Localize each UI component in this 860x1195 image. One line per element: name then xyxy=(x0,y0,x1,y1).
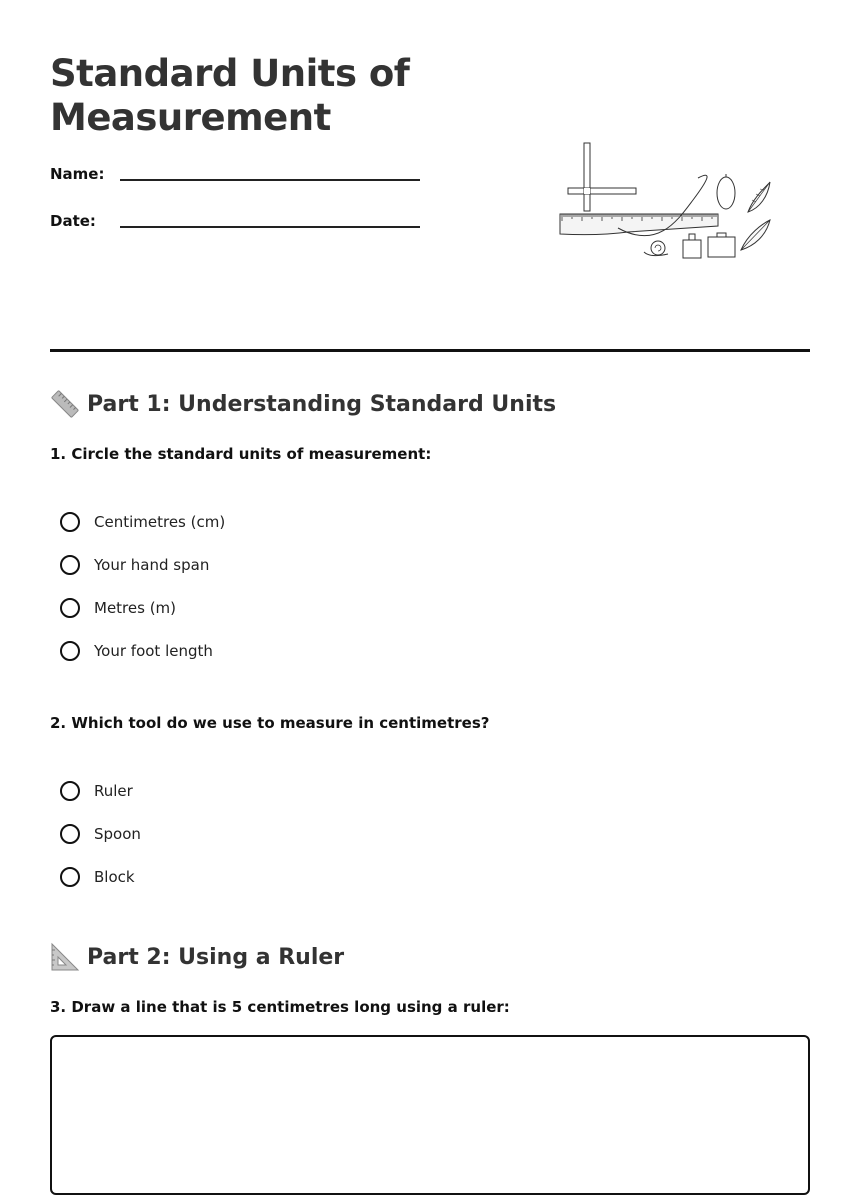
name-line[interactable] xyxy=(120,179,420,181)
q2-option-3[interactable] xyxy=(60,864,135,890)
q1-option-2[interactable] xyxy=(60,552,209,578)
question-1: 1. Circle the standard units of measurement: xyxy=(50,445,432,463)
radio-circle[interactable] xyxy=(60,781,80,801)
name-label: Name: xyxy=(50,165,105,183)
ruler-icon xyxy=(50,389,80,419)
measurement-illustration xyxy=(558,140,774,268)
part1-heading xyxy=(50,388,556,420)
date-label: Date: xyxy=(50,212,96,230)
part1-title: Part 1: Understanding Standard Units xyxy=(87,391,557,417)
part2-heading xyxy=(50,941,344,973)
date-field xyxy=(50,212,420,242)
q1-option-3[interactable] xyxy=(60,595,176,621)
radio-circle[interactable] xyxy=(60,824,80,844)
page-title: Standard Units of Measurement xyxy=(50,52,410,139)
name-field xyxy=(50,165,420,195)
option-label: Ruler xyxy=(94,782,133,800)
date-line[interactable] xyxy=(120,226,420,228)
radio-circle[interactable] xyxy=(60,598,80,618)
option-label: Spoon xyxy=(94,825,141,843)
triangular-ruler-icon xyxy=(50,942,80,972)
q2-option-1[interactable] xyxy=(60,778,133,804)
radio-circle[interactable] xyxy=(60,555,80,575)
header-divider xyxy=(50,349,810,352)
radio-circle[interactable] xyxy=(60,867,80,887)
option-label: Metres (m) xyxy=(94,599,177,617)
option-label: Block xyxy=(94,868,135,886)
option-label: Centimetres (cm) xyxy=(94,513,226,531)
option-label: Your hand span xyxy=(94,556,210,574)
radio-circle[interactable] xyxy=(60,512,80,532)
question-2: 2. Which tool do we use to measure in centimetres? xyxy=(50,714,490,732)
drawing-area[interactable] xyxy=(50,1035,810,1195)
radio-circle[interactable] xyxy=(60,641,80,661)
option-label: Your foot length xyxy=(94,642,213,660)
part2-title: Part 2: Using a Ruler xyxy=(87,944,345,970)
q1-option-1[interactable] xyxy=(60,509,225,535)
question-3: 3. Draw a line that is 5 centimetres long using a ruler: xyxy=(50,998,510,1016)
q2-option-2[interactable] xyxy=(60,821,141,847)
q1-option-4[interactable] xyxy=(60,638,213,664)
